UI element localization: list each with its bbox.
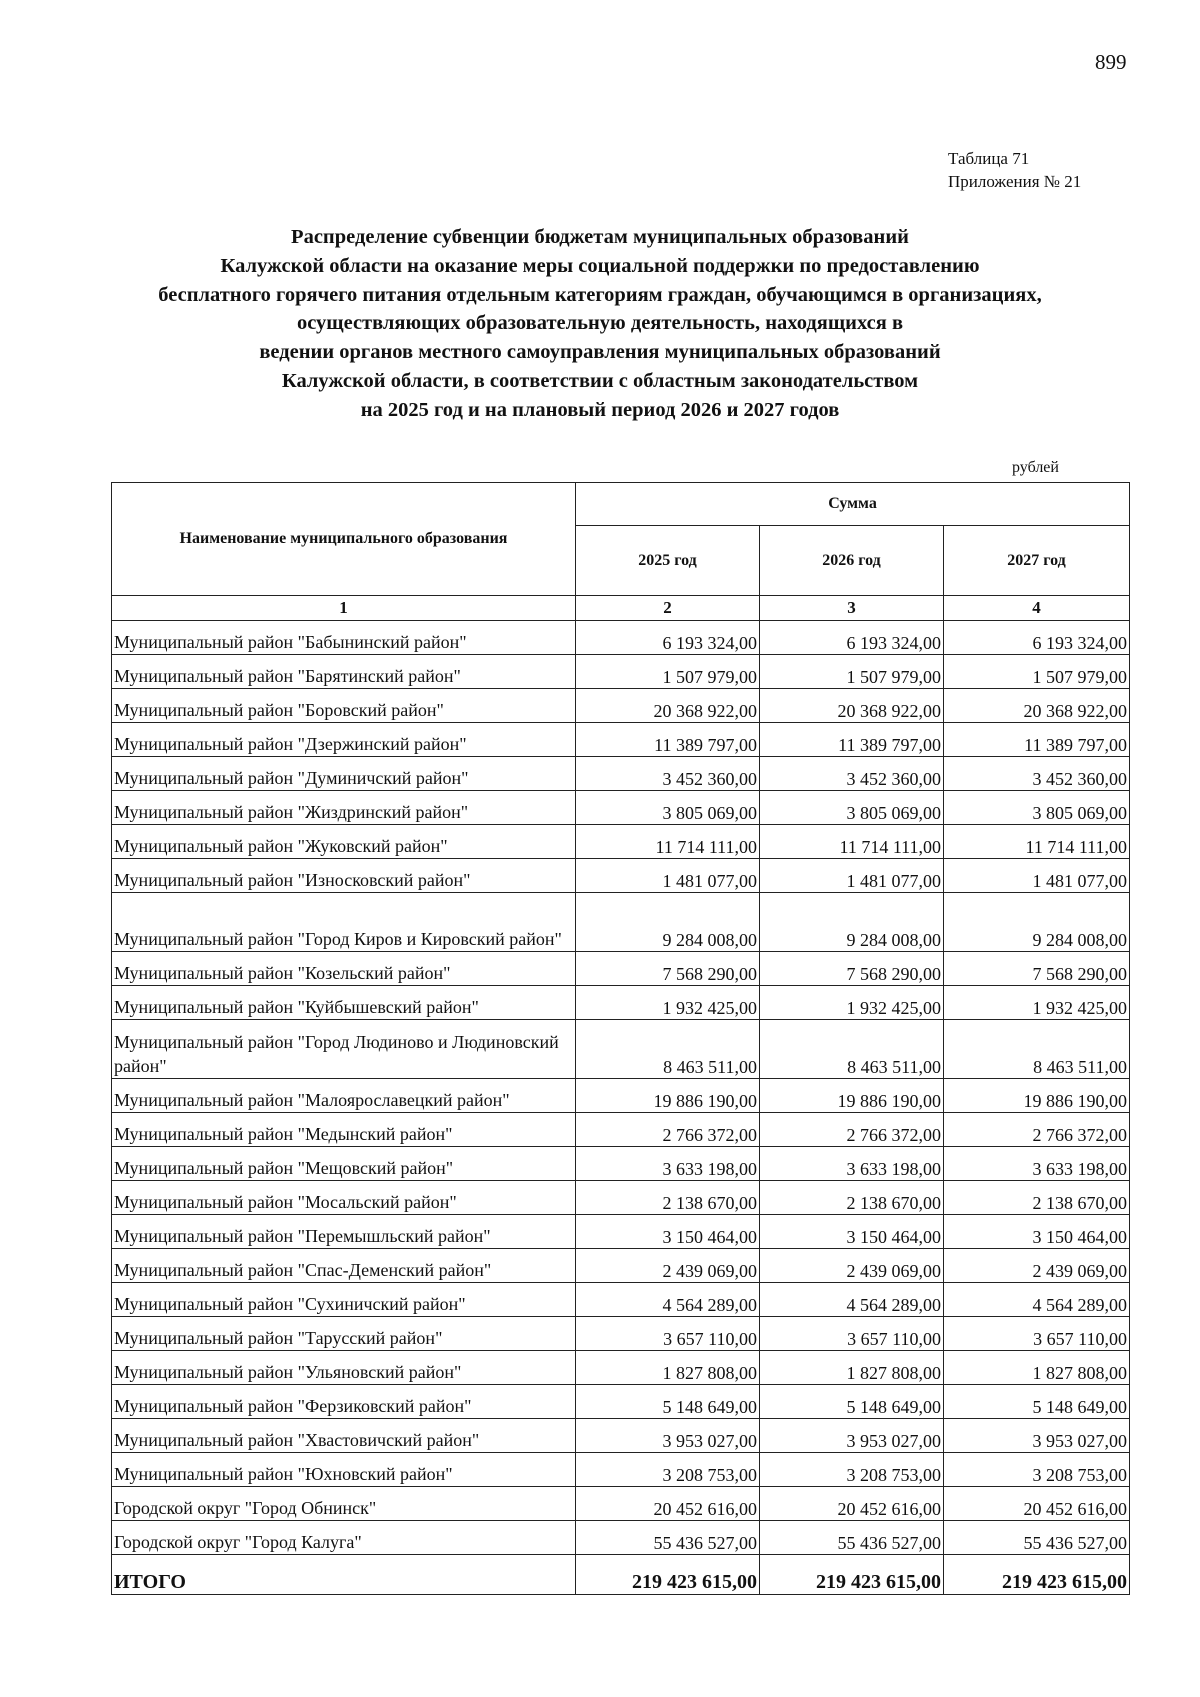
title-line: ведении органов местного самоуправления муниципальных образований (259, 341, 941, 364)
amount-2025: 6 193 324,00 (576, 621, 760, 655)
table-row (112, 689, 1130, 723)
amount-2026: 20 368 922,00 (760, 689, 944, 723)
amount-2026: 1 507 979,00 (760, 655, 944, 689)
municipality-name: Муниципальный район "Спас-Деменский район" (112, 1249, 576, 1283)
total-2025: 219 423 615,00 (576, 1555, 760, 1595)
amount-2027: 1 507 979,00 (944, 655, 1130, 689)
municipality-name: Муниципальный район "Бабынинский район" (112, 621, 576, 655)
municipality-name: Муниципальный район "Боровский район" (112, 689, 576, 723)
title-line: Распределение субвенции бюджетам муниципальных образований (291, 226, 909, 248)
table-number: Таблица 71 (948, 149, 1030, 168)
amount-2027: 1 827 808,00 (944, 1351, 1130, 1385)
total-2027: 219 423 615,00 (944, 1555, 1130, 1595)
amount-2025: 20 452 616,00 (576, 1487, 760, 1521)
table-row (112, 859, 1130, 893)
amount-2027: 8 463 511,00 (944, 1020, 1130, 1079)
municipality-name: Муниципальный район "Тарусский район" (112, 1317, 576, 1351)
table-row (112, 1385, 1130, 1419)
amount-2026: 8 463 511,00 (760, 1020, 944, 1079)
amount-2025: 2 439 069,00 (576, 1249, 760, 1283)
municipality-name: Муниципальный район "Малоярославецкий район" (112, 1079, 576, 1113)
municipality-name: Муниципальный район "Сухиничский район" (112, 1283, 576, 1317)
document-title (100, 223, 1100, 425)
municipality-name: Городской округ "Город Обнинск" (112, 1487, 576, 1521)
amount-2026: 20 452 616,00 (760, 1487, 944, 1521)
amount-2027: 6 193 324,00 (944, 621, 1130, 655)
municipality-name: Муниципальный район "Жиздринский район" (112, 791, 576, 825)
header-year-2026: 2026 год (760, 526, 944, 596)
table-row (112, 1521, 1130, 1555)
table-row (112, 893, 1130, 952)
municipality-name: Муниципальный район "Мещовский район" (112, 1147, 576, 1181)
table-row (112, 655, 1130, 689)
municipality-name: Муниципальный район "Барятинский район" (112, 655, 576, 689)
amount-2026: 5 148 649,00 (760, 1385, 944, 1419)
amount-2025: 55 436 527,00 (576, 1521, 760, 1555)
amount-2026: 11 714 111,00 (760, 825, 944, 859)
amount-2027: 1 481 077,00 (944, 859, 1130, 893)
amount-2026: 2 766 372,00 (760, 1113, 944, 1147)
amount-2027: 3 208 753,00 (944, 1453, 1130, 1487)
amount-2027: 3 633 198,00 (944, 1147, 1130, 1181)
amount-2027: 5 148 649,00 (944, 1385, 1130, 1419)
municipality-name: Муниципальный район "Перемышльский район" (112, 1215, 576, 1249)
amount-2026: 3 452 360,00 (760, 757, 944, 791)
amount-2025: 1 507 979,00 (576, 655, 760, 689)
municipality-name: Муниципальный район "Козельский район" (112, 952, 576, 986)
amount-2025: 8 463 511,00 (576, 1020, 760, 1079)
title-line: осуществляющих образовательную деятельность, находящихся в (296, 312, 904, 335)
units-label: рублей (1012, 459, 1059, 476)
amount-2025: 5 148 649,00 (576, 1385, 760, 1419)
table-row (112, 1181, 1130, 1215)
amount-2026: 1 827 808,00 (760, 1351, 944, 1385)
table-row (112, 723, 1130, 757)
amount-2027: 11 389 797,00 (944, 723, 1130, 757)
table-row (112, 621, 1130, 655)
amount-2025: 4 564 289,00 (576, 1283, 760, 1317)
table-row (112, 1147, 1130, 1181)
table-reference (948, 147, 1081, 193)
amount-2025: 9 284 008,00 (576, 893, 760, 952)
municipality-name: Муниципальный район "Юхновский район" (112, 1453, 576, 1487)
title-line: на 2025 год и на плановый период 2026 и 2027 годов (360, 398, 840, 421)
amount-2025: 11 714 111,00 (576, 825, 760, 859)
municipality-name: Городской округ "Город Калуга" (112, 1521, 576, 1555)
amount-2025: 3 953 027,00 (576, 1419, 760, 1453)
amount-2027: 2 766 372,00 (944, 1113, 1130, 1147)
amount-2026: 11 389 797,00 (760, 723, 944, 757)
municipality-name: Муниципальный район "Думиничский район" (112, 757, 576, 791)
amount-2026: 3 953 027,00 (760, 1419, 944, 1453)
amount-2025: 3 805 069,00 (576, 791, 760, 825)
table-row (112, 1317, 1130, 1351)
table-row (112, 1249, 1130, 1283)
table-row (112, 757, 1130, 791)
page-number: 899 (1095, 50, 1127, 74)
amount-2025: 2 138 670,00 (576, 1181, 760, 1215)
amount-2027: 11 714 111,00 (944, 825, 1130, 859)
table-row (112, 791, 1130, 825)
title-line: Калужской области на оказание меры социальной поддержки по предоставлению (220, 254, 980, 277)
amount-2026: 3 208 753,00 (760, 1453, 944, 1487)
municipality-name: Муниципальный район "Мосальский район" (112, 1181, 576, 1215)
amount-2027: 20 368 922,00 (944, 689, 1130, 723)
municipality-name: Муниципальный район "Износковский район" (112, 859, 576, 893)
amount-2025: 3 452 360,00 (576, 757, 760, 791)
amount-2026: 3 633 198,00 (760, 1147, 944, 1181)
table-row (112, 1079, 1130, 1113)
table-row (112, 1351, 1130, 1385)
subvention-table (111, 482, 1130, 1595)
amount-2026: 3 150 464,00 (760, 1215, 944, 1249)
amount-2027: 19 886 190,00 (944, 1079, 1130, 1113)
amount-2027: 55 436 527,00 (944, 1521, 1130, 1555)
amount-2027: 4 564 289,00 (944, 1283, 1130, 1317)
amount-2027: 3 150 464,00 (944, 1215, 1130, 1249)
header-sum-group: Сумма (576, 483, 1130, 526)
amount-2025: 3 208 753,00 (576, 1453, 760, 1487)
municipality-name: Муниципальный район "Ульяновский район" (112, 1351, 576, 1385)
amount-2026: 2 138 670,00 (760, 1181, 944, 1215)
amount-2027: 9 284 008,00 (944, 893, 1130, 952)
amount-2027: 2 138 670,00 (944, 1181, 1130, 1215)
amount-2026: 55 436 527,00 (760, 1521, 944, 1555)
amount-2026: 1 481 077,00 (760, 859, 944, 893)
municipality-name: Муниципальный район "Город Людиново и Людиновский район" (112, 1020, 576, 1079)
table-row (112, 1283, 1130, 1317)
table-row (112, 1487, 1130, 1521)
amount-2025: 3 150 464,00 (576, 1215, 760, 1249)
amount-2026: 3 805 069,00 (760, 791, 944, 825)
column-index-row (112, 596, 1130, 621)
municipality-name: Муниципальный район "Хвастовичский район" (112, 1419, 576, 1453)
header-year-2027: 2027 год (944, 526, 1130, 596)
appendix-number: Приложения № 21 (948, 172, 1082, 191)
table-row (112, 1419, 1130, 1453)
amount-2026: 7 568 290,00 (760, 952, 944, 986)
table-row (112, 952, 1130, 986)
amount-2027: 3 805 069,00 (944, 791, 1130, 825)
amount-2027: 20 452 616,00 (944, 1487, 1130, 1521)
municipality-name: Муниципальный район "Жуковский район" (112, 825, 576, 859)
amount-2025: 1 827 808,00 (576, 1351, 760, 1385)
table-row (112, 1215, 1130, 1249)
column-index: 2 (576, 596, 760, 621)
header-name-column: Наименование муниципального образования (112, 483, 576, 596)
municipality-name: Муниципальный район "Дзержинский район" (112, 723, 576, 757)
amount-2025: 19 886 190,00 (576, 1079, 760, 1113)
total-row (112, 1555, 1130, 1595)
amount-2027: 2 439 069,00 (944, 1249, 1130, 1283)
amount-2027: 3 657 110,00 (944, 1317, 1130, 1351)
amount-2025: 3 633 198,00 (576, 1147, 760, 1181)
amount-2025: 20 368 922,00 (576, 689, 760, 723)
table-row (112, 1453, 1130, 1487)
amount-2025: 1 932 425,00 (576, 986, 760, 1020)
amount-2026: 4 564 289,00 (760, 1283, 944, 1317)
municipality-name: Муниципальный район "Медынский район" (112, 1113, 576, 1147)
column-index: 3 (760, 596, 944, 621)
municipality-name: Муниципальный район "Город Киров и Кировский район" (112, 893, 576, 952)
amount-2027: 3 953 027,00 (944, 1419, 1130, 1453)
title-line: бесплатного горячего питания отдельным категориям граждан, обучающимся в организациях, (158, 283, 1042, 306)
amount-2025: 2 766 372,00 (576, 1113, 760, 1147)
amount-2026: 3 657 110,00 (760, 1317, 944, 1351)
total-2026: 219 423 615,00 (760, 1555, 944, 1595)
title-line: Калужской области, в соответствии с областным законодательством (281, 369, 919, 392)
column-index: 4 (944, 596, 1130, 621)
table-row (112, 1020, 1130, 1079)
amount-2025: 7 568 290,00 (576, 952, 760, 986)
table-row (112, 1113, 1130, 1147)
amount-2025: 3 657 110,00 (576, 1317, 760, 1351)
amount-2026: 6 193 324,00 (760, 621, 944, 655)
municipality-name: Муниципальный район "Ферзиковский район" (112, 1385, 576, 1419)
amount-2026: 9 284 008,00 (760, 893, 944, 952)
municipality-name: Муниципальный район "Куйбышевский район" (112, 986, 576, 1020)
column-index: 1 (112, 596, 576, 621)
amount-2027: 1 932 425,00 (944, 986, 1130, 1020)
amount-2025: 1 481 077,00 (576, 859, 760, 893)
amount-2027: 3 452 360,00 (944, 757, 1130, 791)
total-label: ИТОГО (112, 1555, 576, 1595)
amount-2026: 19 886 190,00 (760, 1079, 944, 1113)
header-year-2025: 2025 год (576, 526, 760, 596)
table-row (112, 825, 1130, 859)
amount-2026: 2 439 069,00 (760, 1249, 944, 1283)
table-row (112, 986, 1130, 1020)
amount-2026: 1 932 425,00 (760, 986, 944, 1020)
amount-2025: 11 389 797,00 (576, 723, 760, 757)
amount-2027: 7 568 290,00 (944, 952, 1130, 986)
